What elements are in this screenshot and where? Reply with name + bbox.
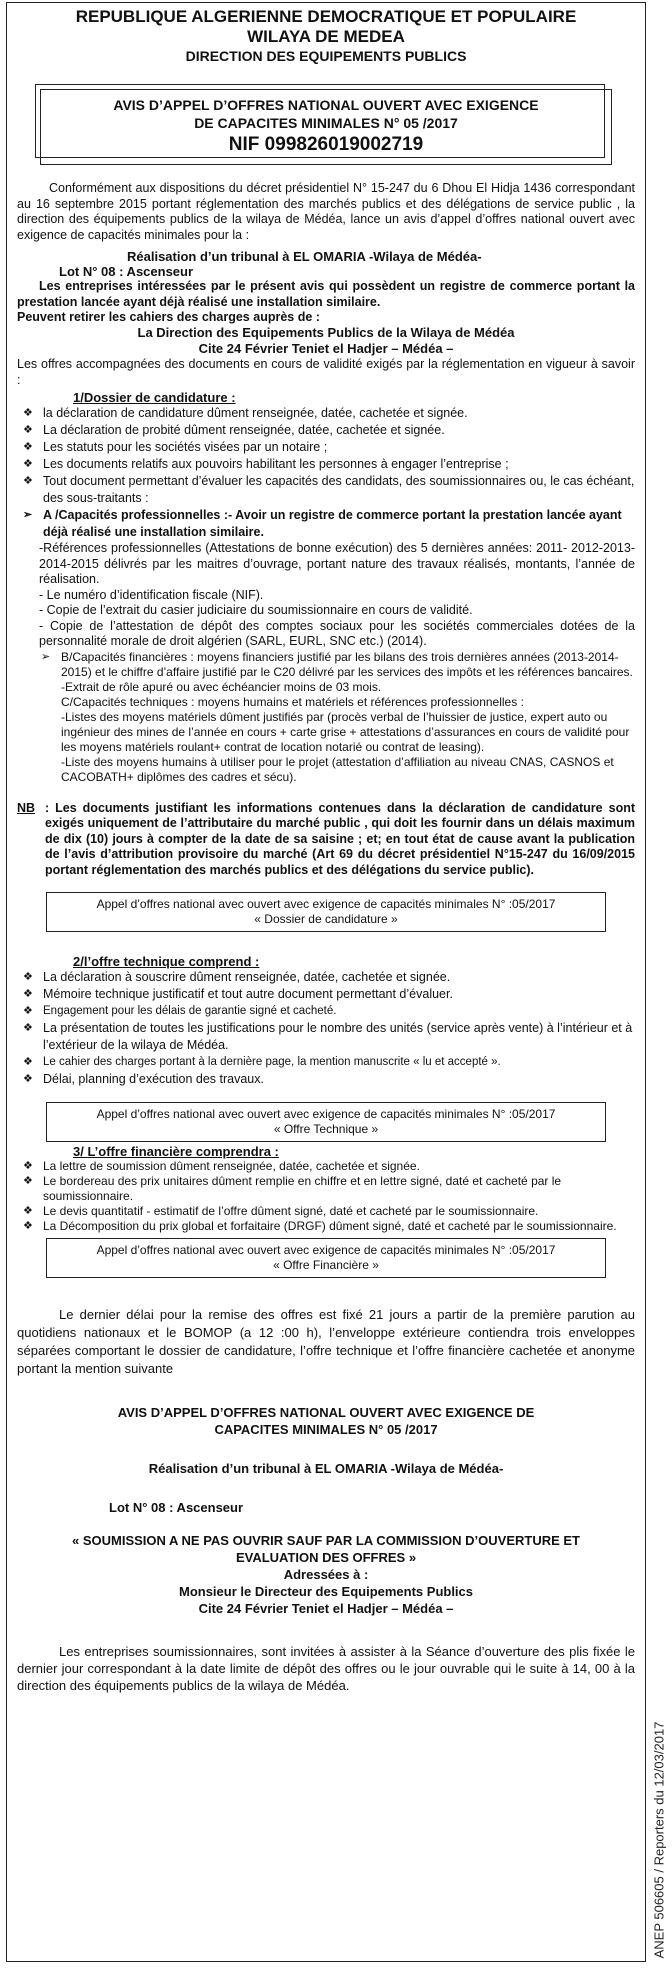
envelope-project: Réalisation d’un tribunal à EL OMARIA -Wilaya de Médéa-: [148, 1461, 504, 1476]
list-item: ❖ Engagement pour les délais de garantie signé et cacheté.: [17, 1003, 635, 1020]
casier-item: - Copie de l’extrait du casier judiciaire du soumissionnaire en cours de validité.: [39, 603, 473, 617]
four-diamond-icon: ❖: [23, 988, 33, 1000]
label-box-financiere: [46, 1238, 606, 1278]
envelope-addr-1: Monsieur le Directeur des Equipements Publics: [178, 1584, 474, 1599]
project-title: Réalisation d’un tribunal à EL OMARIA -Wilaya de Médéa-: [127, 249, 482, 264]
label-box-line-2: « Dossier de candidature »: [254, 912, 398, 926]
four-diamond-icon: ❖: [23, 1022, 33, 1034]
section-3-title: 3/ L’offre financière comprendra :: [73, 1144, 279, 1159]
side-reference-text: ANEP 506605 / Reporters du 12/03/2017: [651, 1721, 667, 1959]
label-box-line-2: « Offre Technique »: [273, 1122, 379, 1136]
title-line-2: DE CAPACITES MINIMALES N° 05 /2017: [194, 115, 458, 131]
retrieve-text: Peuvent retirer les cahiers des charges auprès de :: [17, 310, 320, 324]
four-diamond-icon: ❖: [23, 1205, 33, 1217]
four-diamond-icon: ❖: [23, 1056, 33, 1068]
envelope-mention: [17, 1404, 635, 1617]
list-item: ❖ Délai, planning d’exécution des travaux.: [23, 1072, 264, 1086]
four-diamond-icon: ❖: [23, 441, 33, 453]
role-item: -Extrait de rôle apuré ou avec échéancier moins de 03 mois.: [61, 679, 382, 694]
moyens-humains: -Liste des moyens humains à utiliser pour le projet (attestation d’affiliation au niveau CNAS, CASNOS et CACOBATH+ diplômes des cadres et sécu).: [61, 754, 614, 784]
envelope-lot: Lot N° 08 : Ascenseur: [109, 1500, 244, 1515]
deadline-paragraph: Le dernier délai pour la remise des offres est fixé 21 jours a partir de la première parution au quotidiens nationaux et le BOMOP (a 12 :00 h), l’enveloppe extérieure contiendra trois enveloppes séparées comportant le dossier de candidature, l’offre technique et l’offre financière cachetée et anonyme portant la mention suivante: [17, 1307, 635, 1376]
list-item: ❖ la déclaration de candidature dûment renseignée, datée, cachetée et signée.: [23, 406, 468, 420]
eligibility-text: Les entreprises intéressées par le présent avis qui possèdent un registre de commerce portant la prestation lancée ayant déjà réalisé une installation similaire.: [17, 279, 635, 309]
envelope-title-1: AVIS D’APPEL D’OFFRES NATIONAL OUVERT AVEC EXIGENCE DE: [117, 1405, 535, 1420]
list-item: ❖ La déclaration de probité dûment renseignée, datée, cachetée et signée.: [23, 423, 445, 437]
side-reference: [648, 1720, 670, 1960]
four-diamond-icon: ❖: [23, 971, 33, 983]
moyens-materiels: -Listes des moyens matériels dûment justifiés par (procès verbal de l’huissier de justice, expert auto ou ingénieur des mines de l’année en cours + carte grise + attestations d’assurances en cours de validité pour les moyens matériels roulant+ contrat de location notarié ou contrat de leasing).: [61, 709, 630, 754]
section-2-bullets: [17, 969, 635, 1088]
four-diamond-icon: ❖: [23, 407, 33, 419]
offers-intro: Les offres accompagnées des documents en cours de validité exigés par la réglementation en vigueur à savoir :: [17, 357, 635, 387]
header-country: REPUBLIQUE ALGERIENNE DEMOCRATIQUE ET POPULAIRE: [75, 7, 577, 26]
section-1-title: 1/Dossier de candidature :: [73, 390, 236, 405]
list-item: ❖ La présentation de toutes les justifications pour le nombre des unités (service après vente) à l’intérieur et à l’extérieur de la wilaya de Médéa.: [23, 1021, 633, 1052]
list-item: ❖ Les statuts pour les sociétés visées par un notaire ;: [23, 440, 328, 454]
capacites-financieres: ➢ B/Capacités financières : moyens financiers justifié par les bilans des trois dernières années (2013-2014- 2015) et le chiffre d’affaire justifié par le C20 délivré par les services des impôts et les références bancaires.: [41, 649, 633, 679]
header: [17, 7, 635, 65]
title-line-1: AVIS D’APPEL D’OFFRES NATIONAL OUVERT AVEC EXIGENCE: [113, 97, 539, 113]
lot-label: Lot N° 08 : Ascenseur: [59, 264, 194, 279]
address-line-1: La Direction des Equipements Publics de la Wilaya de Médéa: [137, 325, 515, 340]
nb-label: NB: [17, 800, 36, 815]
document-content: [7, 3, 645, 1694]
capacites-professionnelles: ➢ A /Capacités professionnelles :- Avoir un registre de commerce portant la prestation lancée ayant déjà réalisé une installation similaire.: [23, 508, 622, 539]
document-page: [6, 2, 646, 1962]
list-item: ❖ Le cahier des charges portant à la dernière page, la mention manuscrite « lu et accepté ».: [17, 1054, 635, 1071]
four-diamond-icon: ❖: [23, 458, 33, 470]
list-item: ❖ La lettre de soumission dûment renseignée, datée, cachetée et signée.: [23, 1159, 420, 1173]
list-item: ❖ La déclaration à souscrire dûment renseignée, datée, cachetée et signée.: [23, 970, 451, 984]
capacites-techniques: C/Capacités techniques : moyens humains et matériels et références professionnelles :: [61, 694, 524, 709]
title-box: [40, 89, 612, 165]
envelope-addr-2: Cite 24 Février Teniet el Hadjer – Médéa –: [198, 1601, 454, 1616]
header-direction: DIRECTION DES EQUIPEMENTS PUBLICS: [185, 48, 467, 64]
attestation-item: - Copie de l’attestation de dépôt des comptes sociaux pour les sociétés commerciales dotées de la personnalité morale de droit algérien (SARL, EURL, SNC etc.) (2014).: [39, 618, 635, 648]
label-box-candidature: [46, 892, 606, 932]
arrowhead-icon: ➢: [41, 650, 51, 663]
list-item: ❖ Le devis quantitatif - estimatif de l’offre dûment signé, daté et cacheté par le soumissionnaire.: [23, 1204, 539, 1218]
envelope-warning-1: « SOUMISSION A NE PAS OUVRIR SAUF PAR LA COMMISSION D’OUVERTURE ET: [71, 1533, 580, 1548]
four-diamond-icon: ❖: [23, 1220, 33, 1232]
label-box-line-2: « Offre Financière »: [273, 1258, 379, 1272]
label-box-line-1: Appel d’offres national avec ouvert avec exigence de capacités minimales N° :05/2017: [96, 897, 556, 911]
label-box-line-1: Appel d’offres national avec ouvert avec exigence de capacités minimales N° :05/2017: [96, 1243, 556, 1257]
list-item: ❖ Tout document permettant d’évaluer les capacités des candidats, des soumissionnaires ou, le cas échéant, des sous-traitants :: [23, 474, 635, 505]
four-diamond-icon: ❖: [23, 475, 33, 487]
label-box-line-1: Appel d’offres national avec ouvert avec exigence de capacités minimales N° :05/2017: [96, 1107, 556, 1121]
list-item: ❖ Les documents relatifs aux pouvoirs habilitant les personnes à engager l’entreprise ;: [23, 457, 509, 471]
envelope-warning-2: EVALUATION DES OFFRES »: [235, 1550, 417, 1565]
label-box-technique: [46, 1102, 606, 1142]
four-diamond-icon: ❖: [23, 424, 33, 436]
address-line-2: Cite 24 Février Teniet el Hadjer – Médéa –: [198, 341, 454, 356]
references-professionnelles: -Références professionnelles (Attestations de bonne exécution) des 5 dernières années: 2011- 2012-2013-2014-2015 délivrés par les maitres d’ouvrage, portant nature des travaux réalisés, montants, l’année de réalisation.: [39, 541, 635, 586]
nif-item: - Le numéro d’identification fiscale (NIF).: [39, 587, 264, 602]
four-diamond-icon: ❖: [23, 1073, 33, 1085]
nif-number: NIF 099826019002719: [228, 134, 424, 155]
four-diamond-icon: ❖: [23, 1005, 33, 1017]
section-1-bullets: [17, 405, 635, 507]
four-diamond-icon: ❖: [23, 1160, 33, 1172]
section-3-bullets: [17, 1159, 635, 1234]
arrowhead-icon: ➢: [23, 509, 33, 521]
closing-paragraph: Les entreprises soumissionnaires, sont invitées à assister à la Séance d’ouverture des plis fixée le dernier jour correspondant à la date limite de dépôt des offres ou le jour ouvrable qui le suite à 14, 00 à la direction des équipements publics de la wilaya de Médéa.: [17, 1644, 635, 1693]
four-diamond-icon: ❖: [23, 1175, 33, 1187]
list-item: ❖ Mémoire technique justificatif et tout autre document permettant d’évaluer.: [23, 987, 453, 1001]
section-2-title: 2/l’offre technique comprend :: [73, 954, 260, 969]
envelope-addressed: Adressées à :: [283, 1567, 369, 1582]
header-wilaya: WILAYA DE MEDEA: [247, 27, 405, 46]
list-item: ❖ La Décomposition du prix global et forfaitaire (DRGF) dûment signé, daté et cacheté par le soumissionnaire.: [23, 1219, 617, 1233]
list-item: ❖ Le bordereau des prix unitaires dûment remplie en chiffre et en lettre signé, daté et cacheté par le soumissionnaire.: [23, 1174, 562, 1203]
intro-paragraph: Conformément aux dispositions du décret présidentiel N° 15-247 du 6 Dhou El Hidja 1436 correspondant au 16 septembre 2015 portant réglementation des marchés publics et des délégations de service public , la direction des équipements publics de la wilaya de Médéa, lance un avis d’appel d’offres national ouvert avec exigence de capacités minimales pour la :: [17, 181, 635, 242]
nb-note: NB : Les documents justifiant les informations contenues dans la déclaration de candidature sont exigés uniquement de l’attributaire du marché public , qui doit les fournir dans un délais maximum de dix (10) jours à compter de la date de sa saisine ; et; en tout état de cause avant la publication de l’avis d’attribution provisoire du marché (Art 69 du décret présidentiel N°15-247 du 16/09/2015 portant réglementation des marchés publics et des délégations du service public).: [17, 800, 635, 877]
envelope-title-2: CAPACITES MINIMALES N° 05 /2017: [214, 1422, 438, 1437]
